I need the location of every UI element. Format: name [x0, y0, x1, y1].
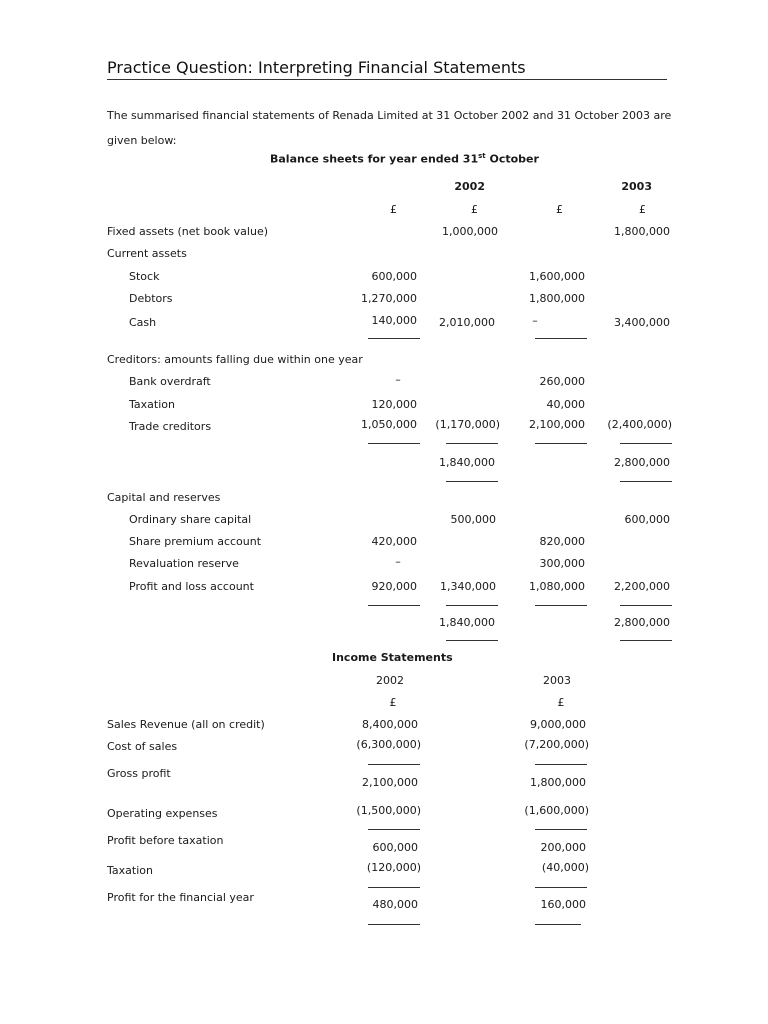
- share-premium-2003: 820,000: [539, 535, 585, 548]
- rule-profit-year-2002: [368, 924, 420, 925]
- sales-2003: 9,000,000: [530, 718, 586, 731]
- cash-2002-total: 2,010,000: [439, 316, 495, 329]
- income-year-2002: 2002: [376, 674, 404, 687]
- year-2002-heading: 2002: [454, 180, 485, 193]
- cost-of-sales-2003: (7,200,000): [524, 738, 589, 751]
- trade-creditors-2003-total: (2,400,000): [607, 418, 672, 431]
- operating-expenses-label: Operating expenses: [107, 807, 218, 820]
- profit-year-2002: 480,000: [372, 898, 418, 911]
- income-currency-2003: £: [557, 696, 565, 709]
- creditors-label: Creditors: amounts falling due within one year: [107, 353, 363, 366]
- cash-2003: –: [532, 314, 538, 327]
- profit-before-tax-2003: 200,000: [540, 841, 586, 854]
- fixed-assets-2002: 1,000,000: [442, 225, 498, 238]
- income-taxation-label: Taxation: [107, 864, 153, 877]
- title-underline: [107, 79, 667, 80]
- stock-2003: 1,600,000: [529, 270, 585, 283]
- profit-year-label: Profit for the financial year: [107, 891, 254, 904]
- income-taxation-2003: (40,000): [541, 861, 589, 874]
- profit-before-tax-2002: 600,000: [372, 841, 418, 854]
- profit-loss-2002: 920,000: [371, 580, 417, 593]
- operating-expenses-2002: (1,500,000): [356, 804, 421, 817]
- rule-taxation-2002: [368, 887, 420, 888]
- gross-profit-2002: 2,100,000: [362, 776, 418, 789]
- cash-2003-total: 3,400,000: [614, 316, 670, 329]
- revaluation-label: Revaluation reserve: [129, 557, 239, 570]
- capital-reserves-label: Capital and reserves: [107, 491, 221, 504]
- capital-total-2003: 2,800,000: [614, 616, 670, 629]
- net-assets-2003: 2,800,000: [614, 456, 670, 469]
- trade-creditors-label: Trade creditors: [129, 420, 212, 433]
- profit-year-2003: 160,000: [540, 898, 586, 911]
- profit-loss-2002-total: 1,340,000: [440, 580, 496, 593]
- rule-creditors-2002-col1: [368, 443, 420, 444]
- fixed-assets-2003: 1,800,000: [614, 225, 670, 238]
- rule-capital-col2: [446, 605, 498, 606]
- rule-creditors-2003-col2: [620, 443, 672, 444]
- cost-of-sales-2002: (6,300,000): [356, 738, 421, 751]
- bank-overdraft-2002: –: [395, 373, 401, 386]
- capital-total-2002: 1,840,000: [439, 616, 495, 629]
- bank-overdraft-label: Bank overdraft: [129, 375, 211, 388]
- income-currency-2002: £: [389, 696, 397, 709]
- debtors-2002: 1,270,000: [361, 292, 417, 305]
- cash-label: Cash: [129, 316, 157, 329]
- rule-current-assets-2002: [368, 338, 420, 339]
- profit-loss-2003: 1,080,000: [529, 580, 585, 593]
- profit-loss-2003-total: 2,200,000: [614, 580, 670, 593]
- share-premium-2002: 420,000: [371, 535, 417, 548]
- profit-loss-label: Profit and loss account: [129, 580, 254, 593]
- rule-capital-total-2002: [446, 640, 498, 641]
- rule-capital-col1: [368, 605, 420, 606]
- trade-creditors-2003: 2,100,000: [529, 418, 585, 431]
- stock-2002: 600,000: [371, 270, 417, 283]
- gross-profit-label: Gross profit: [107, 767, 171, 780]
- rule-capital-col3: [535, 605, 587, 606]
- gross-profit-2003: 1,800,000: [530, 776, 586, 789]
- taxation-2003: 40,000: [546, 398, 585, 411]
- bank-overdraft-2003: 260,000: [539, 375, 585, 388]
- operating-expenses-2003: (1,600,000): [524, 804, 589, 817]
- trade-creditors-2002: 1,050,000: [361, 418, 417, 431]
- debtors-label: Debtors: [129, 292, 173, 305]
- rule-creditors-2003-col1: [535, 443, 587, 444]
- sales-label: Sales Revenue (all on credit): [107, 718, 265, 731]
- rule-cost-of-sales-2002: [368, 764, 420, 765]
- taxation-2002: 120,000: [371, 398, 417, 411]
- sales-2002: 8,400,000: [362, 718, 418, 731]
- income-taxation-2002: (120,000): [366, 861, 421, 874]
- rule-current-assets-2003: [535, 338, 587, 339]
- rule-creditors-2002-col2: [446, 443, 498, 444]
- current-assets-label: Current assets: [107, 247, 187, 260]
- trade-creditors-2002-total: (1,170,000): [435, 418, 500, 431]
- ordinary-share-2003: 600,000: [624, 513, 670, 526]
- rule-net-assets-2003: [620, 481, 672, 482]
- rule-capital-col4: [620, 605, 672, 606]
- net-assets-2002: 1,840,000: [439, 456, 495, 469]
- rule-capital-total-2003: [620, 640, 672, 641]
- rule-taxation-2003: [535, 887, 587, 888]
- currency-col3: £: [556, 203, 563, 216]
- rule-profit-year-2003: [535, 924, 581, 925]
- stock-label: Stock: [129, 270, 160, 283]
- cost-of-sales-label: Cost of sales: [107, 740, 178, 753]
- ordinary-share-2002: 500,000: [450, 513, 496, 526]
- income-year-2003: 2003: [543, 674, 571, 687]
- year-2003-heading: 2003: [621, 180, 652, 193]
- profit-before-tax-label: Profit before taxation: [107, 834, 224, 847]
- currency-col4: £: [639, 203, 646, 216]
- rule-opex-2003: [535, 829, 587, 830]
- balance-sheet-heading: Balance sheets for year ended 31st October: [270, 152, 539, 166]
- cash-2002: 140,000: [371, 314, 417, 327]
- debtors-2003: 1,800,000: [529, 292, 585, 305]
- income-heading: Income Statements: [332, 651, 453, 664]
- intro-text: The summarised financial statements of Renada Limited at 31 October 2002 and 31 October 2003 are given below:: [107, 109, 672, 147]
- fixed-assets-label: Fixed assets (net book value): [107, 225, 268, 238]
- ordinary-share-label: Ordinary share capital: [129, 513, 252, 526]
- rule-net-assets-2002: [446, 481, 498, 482]
- share-premium-label: Share premium account: [129, 535, 262, 548]
- revaluation-2002: –: [395, 555, 401, 568]
- currency-col1: £: [390, 203, 397, 216]
- rule-cost-of-sales-2003: [535, 764, 587, 765]
- rule-opex-2002: [368, 829, 420, 830]
- taxation-label: Taxation: [129, 398, 175, 411]
- currency-col2: £: [471, 203, 478, 216]
- page-title: Practice Question: Interpreting Financial Statements: [107, 58, 526, 77]
- revaluation-2003: 300,000: [539, 557, 585, 570]
